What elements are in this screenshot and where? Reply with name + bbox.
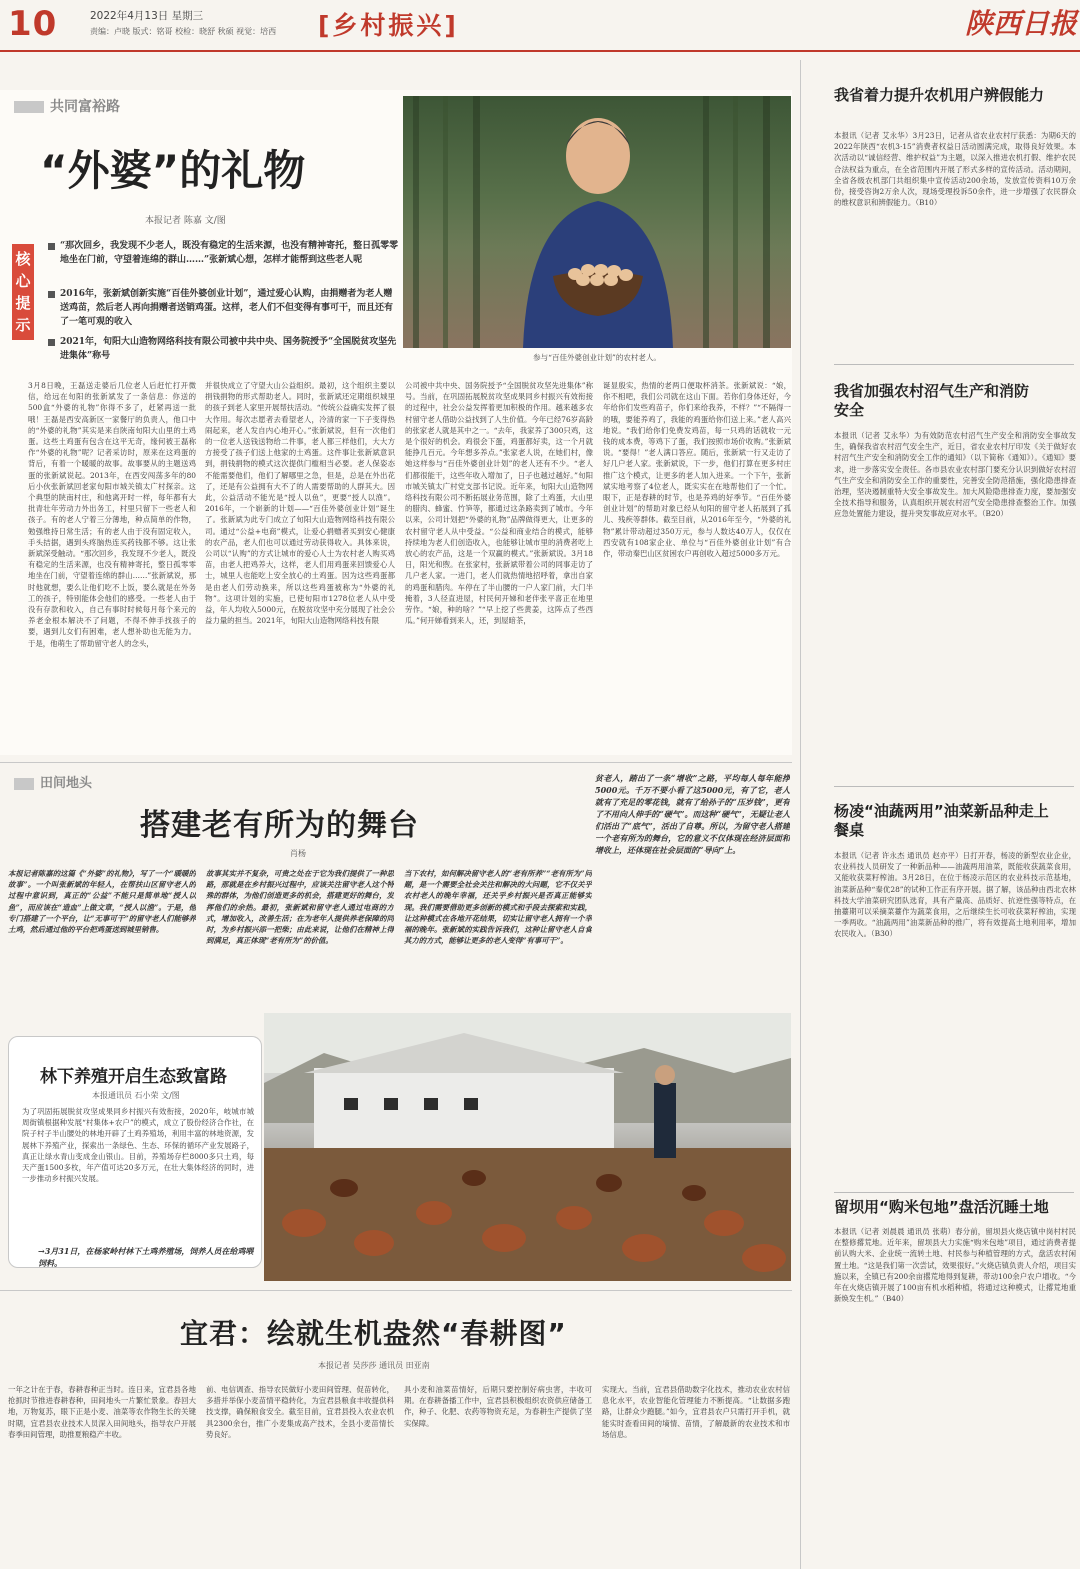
core-points-label: 核心提示 (12, 244, 34, 340)
section-title: [乡村振兴] (318, 11, 459, 40)
story-byline: 本报记者 吴莎莎 通讯员 田亚南 (318, 1361, 430, 1370)
article-column (598, 868, 790, 1008)
story-headline: 宜君：绘就生机盎然“春耕图” (180, 1317, 567, 1350)
news-divider (834, 786, 1074, 787)
article-column: 并很快成立了守望大山公益组织。最初，这个组织主要以捐钱捐物的形式帮助老人。同时，张新斌还定期组织城里的孩子到老人家里开展帮扶活动。“传统公益确实发挥了很大作用。每次志愿者去看望老人，冷清的家一下子变得热闹起来，老人发自内心地开心。”张新斌说，但有一次他们的一位老人送钱送物给二件事，老人都三样他们，大大方方接受了孩子们送上他家的土鸡蛋。这件事让张新斌意识到，捐钱捐物的模式这次提供门槛相当必要。老人保姿态不能需要他们，他们了解哪里之急，但是，总是在外出花了，还是有公益拥有大不了的人需要帮助的人群其大。因此，公益活动不能光是“授人以鱼”，更要“授人以渔”。2016年，一个崭新的计划——“百佳外婆创业计划”诞生了。张新斌为此专门成立了旬阳大山造物网络科技有限公司。通过“公益+电商”模式，让爱心捐赠者买到安心健康的农产品，老人们也可以通过劳动获得收入。具体来说，公司以“认购”的方式让城市的爱心人士为农村老人购买鸡苗，由老人把鸡养大，这样，老人们用鸡蛋来回馈爱心人士，城里人也能吃上安全放心的土鸡蛋。因为这些鸡蛋都是由老人们劳动换来，所以这些鸡蛋被称为“外婆的礼物”。这项计划的实施，已使旬阳市1278位老人从中受益，年人均收入5000元，在脱贫攻坚中充分展现了社会公益力量的担当。2021年，旬阳大山造物网络科技有限 (205, 381, 395, 626)
news-headline: 杨凌“油蔬两用”油菜新品种走上餐桌 (834, 802, 1049, 839)
editor-credits: 责编：卢晓 版式：铭哥 校检：晓舒 秋硕 视觉：培西 (90, 27, 277, 36)
article-column: 本报记者陈嘉的这篇《“外婆”的礼物》，写了一个“暖暖的故事”。一个叫张新斌的年轻人，在帮扶山区留守老人的过程中意识到，真正的“公益”不能只是简单地“授人以鱼”，而应该在“造血”上做文章，“授人以渔”。于是，他专门搭建了一个平台，让“无事可干”的留守老人们能够养土鸡，然后通过他的平台把鸡蛋送到城里销售。 (8, 869, 196, 935)
commentary-quote: 贫老人，踏出了一条“增收”之路，平均每人每年能挣5000元。千万不要小看了这5000元，有了它，老人就有了充足的零花钱，就有了给孙子的“压岁钱”，更有了不用向人伸手的“硬气”。而这种“硬气”，无疑让老人们活出了“底气”，活出了自尊。所以，为留守老人搭建一个老有所为的舞台，它的意义不仅体现在经济层面和增收上，还体现在社会层面的“导向”上。 (595, 773, 790, 855)
article-column: 3月8日晚，王磊送走婆后几位老人后赶忙打开微信，给远在旬阳的张新斌发了一条信息：你送的500盒“外婆的礼物”你得不多了，赶紧再送一批哦！王磊是西安高新区一家餐厅的负责人，他口中的“外婆的礼物”其实是来自陕南旬阳大山里的土鸡蛋。这些土鸡蛋有包含在这平无奇，缘何被王磊称作“外婆的礼物”呢？记者采访时，原来在这鸡蛋的背后，有着一个暖暖的故事。故事要从的主题送鸡蛋的张新斌说起。2013年，在西安闯荡多年的80后小伙张新斌回老家旬阳市城关镇太广村探亲。这个典型的陕南村庄，和他离开时一样，每年都有大批青壮年劳动力外出务工，村里只留下一些老人和孩子。有的老人宁着三分薄地，种点简单的作物，勉强维持日常生活；有的老人由于没有固定收入，手头拮据，遇到头疼脑热连买药钱都不够。这让张新斌深受触动。“那次回乡，我发现不少老人，既没有稳定的生活来源，也没有精神寄托，整日孤零零地坐在门前，守望着连绵的群山……”张新斌说，那时他就想，要么让他们吃不上饭，要么就是在外务工的孩子，特别能体会他们的感受。一些老人由于没有存款和收入，自己有事时时候每月每个来元的养老金根本解决不了问题，不得不伸手找孩子的要，遇到儿女们有困难，老人想补助也无能为力。于是，他萌生了帮助留守老人的念头， (28, 381, 196, 648)
story-headline: 林下养殖开启生态致富路 (40, 1067, 227, 1087)
news-divider (834, 1192, 1074, 1193)
photo-illustration (403, 96, 791, 348)
kicker-text: 田间地头 (40, 776, 93, 791)
news-divider (834, 364, 1074, 365)
article-column: 一年之计在于春，春耕春种正当时。连日来，宜君县各地抢抓时节推进春耕春种，田间地头一片繁忙景象。春回大地，万物复苏，眼下正是小麦、油菜等农作物生长的关键时期，宜君县农业技术人员深入田间地头，指导农户开展春季田间管理，助推夏粮稳产丰收。 (8, 1385, 196, 1439)
news-headline: 我省加强农村沼气生产和消防安全 (834, 382, 1030, 419)
newspaper-logo: 陕西日报 (965, 7, 1078, 40)
section-divider (0, 1290, 792, 1291)
column-divider (800, 60, 801, 1569)
article-column: 具小麦和油菜苗情好，后期只要控制好病虫害，丰收可期。在春耕备播工作中，宜君县积极组织农资供应储备工作，种子、化肥、农药等物资充足，为春耕生产提供了坚实保障。 (404, 1385, 592, 1428)
core-point: “那次回乡，我发现不少老人，既没有稳定的生活来源，也没有精神寄托，整日孤零零地坐在门前，守望着连绵的群山……”张新斌心想，怎样才能帮到这些老人呢 (60, 241, 399, 265)
article-column: 诞显殷实，热情的老两口便取杯消茶。张新斌说：“娘，你不相吧，我们公司就在这山下面。若你们身体还好，今年给你们发些鸡苗子，你们来给我养，不样？”“不隔得一的哦，要能养鸡了，我能的鸡蛋给你们送上来。”老人高兴地说。“我们给你们免费发鸡苗，每一只鸡的话就收一元钱的成本费，等鸡下了蛋，我们按照市场价收购。”张新斌说。“要得！”老人满口答应。随后，张新斌一行又走访了好几户老人家。张新斌说，下一步，他们打算在更多村庄推广这个模式，让更多的老人加入进来。一个下午，张新斌实地考察了4位老人，既实实在在地帮他们了一个忙。眼下，正是春耕的时节，也是养鸡的好季节。“百佳外婆创业计划”的帮助对象已经从旬阳的留守老人拓展到了孤儿、残疾等群体。截至目前，从2016年至今，“外婆的礼物”累计带动超过350万元，参与人数达40万人，仅仅在西安就有108家企业、单位与“百佳外婆创业计划”有合作，带动秦巴山区贫困农户再创收入超过5000多万元。 (603, 381, 791, 559)
story-byline: 肖杨 (290, 849, 306, 858)
kicker-bar (14, 101, 44, 113)
news-body: 本报讯（记者 艾永华）3月23日，记者从省农业农村厅获悉：为期6天的2022年陕西“农机3·15”消费者权益日活动圆满完成，取得良好效果。本次活动以“诚信经营、维护权益”为主题，以深入推进农机打假、维护农民合法权益为重点，在全省范围内开展了形式多样的宣传活动。活动期间，全省各级农机部门共组织集中宣传活动200余场，发放宣传资料10万余份，接受咨询2万余人次，现场受理投诉50余件，进一步增强了农民群众的维权意识和辨假能力。（B10） (834, 131, 1076, 208)
kicker-bar (14, 778, 34, 790)
article-column: 当下农村，如何解决留守老人的“老有所养”“老有所为”问题，是一个需要全社会关注和解决的大问题，它不仅关乎农村老人的晚年幸福，还关乎乡村振兴是否真正能够实现。我们需要借助更多创新的模式和手段去探索和实践，让这种模式在各地开花结果，切实让留守老人拥有一个幸福的晚年。张新斌的实践告诉我们，这种让留守老人自食其力的方式，能够让更多的老人变得“有事可干”。 (404, 869, 592, 946)
core-point: 2021年，旬阳大山造物网络科技有限公司被中共中央、国务院授予“全国脱贫攻坚先进集体”称号 (60, 335, 400, 363)
section-divider (0, 762, 792, 763)
article-body: 为了巩固拓展脱贫攻坚成果同乡村振兴有效衔接，2020年，岐城市城周街镇根据种发展“村集体+农户”的模式，成立了股份经济合作社，在院子村子半山腰处的林地开辟了土鸡养殖场，利用丰富的林地资源，发展林下养殖产业，探索出一条绿色、生态、环保的循环产业发展路子，真正让绿水青山变成金山银山。目前，养殖场存栏8000多只土鸡，每天产蛋1500多枚，年产值可达20多万元，在壮大集体经济的同时，进一步推动乡村振兴发展。 (22, 1107, 254, 1184)
news-headline: 我省着力提升农机用户辨假能力 (834, 86, 1045, 104)
story-kicker (14, 772, 92, 791)
story-kicker (14, 96, 120, 116)
kicker-text: 共同富裕路 (50, 99, 120, 115)
photo-caption: →3月31日，在杨家岭村林下土鸡养殖场，饲养人员在给鸡喂饲料。 (38, 1246, 254, 1268)
photo-caption: 参与“百佳外婆创业计划”的农村老人。 (533, 353, 661, 362)
story-byline: 本报记者 陈嘉 文/图 (145, 216, 226, 226)
story-headline: 搭建老有所为的舞台 (140, 808, 419, 843)
story-photo-chicken-farm (264, 1013, 791, 1281)
photo-illustration (264, 1013, 791, 1281)
story-photo-elderly-woman-with-eggs (403, 96, 791, 348)
story-headline: “外婆”的礼物 (40, 146, 306, 195)
news-body: 本报讯（记者 许永杰 通讯员 赵亦平）日打开春，杨凌的新型农业企业，农业科技人员研发了一种新品种——油蔬两用油菜，既能收获蔬菜食用，又能收获菜籽榨油。3月28日，在位于杨凌示范区的农业科技示范基地，油菜新品种“秦优28”的试种工作正有序开展。据了解，该品种由西北农林科技大学油菜研究团队选育，具有产量高、品质好、抗逆性强等特点，在抽薹期可以采摘菜薹作为蔬菜食用，之后继续生长可收获菜籽榨油，实现一季两收。“油蔬两用”油菜新品种的推广，将有效提高土地利用率，增加农民收入。（B30） (834, 851, 1076, 939)
article-column: 前、电信调查、指导农民做好小麦田间管理、促苗转化，多措并举保小麦苗情平稳转化，为宜君县粮食丰收提供科技支撑，确保粮食安全。截至目前，宜君县投入农业农机具2300余台，推广小麦集成高产技术，全县小麦苗情长势良好。 (206, 1385, 394, 1439)
article-column: 实现大。当前，宜君县借助数字化技术，推动农业农村信息化水平，农业智能化管理能力不断提高。“让数据多跑路，让群众少跑腿。”如今，宜君县农户只需打开手机，就能实时查看田间的墒情、苗情，了解最新的农业技术和市场信息。 (602, 1385, 790, 1439)
issue-date: 2022年4月13日 星期三 (90, 10, 204, 22)
core-points (12, 237, 402, 359)
page-number: 10 (8, 4, 58, 44)
news-body: 本报讯（记者 艾永华）为有效防范农村沼气生产安全和消防安全事故发生，确保我省农村沼气安全生产，近日，省农业农村厅印发《关于做好农村沼气生产安全和消防安全工作的通知》（以下简称《通知》）。《通知》要求，进一步落实安全责任。各市县农业农村部门要充分认识到做好农村沼气生产安全和消防安全工作的重要性，完善安全防范措施，强化隐患排查治理，坚决遏制重特大安全事故发生。加大风险隐患排查力度，要加强安全技术指导和服务，认真组织开展农村沼气安全隐患排查整治工作。加强应急处置能力建设，提升突发事故应对水平。（B20） (834, 431, 1076, 519)
story-byline: 本报通讯员 石小荣 文/图 (92, 1091, 180, 1100)
article-column: 公司被中共中央、国务院授予“全国脱贫攻坚先进集体”称号。当前，在巩固拓展脱贫攻坚成果同乡村振兴有效衔接的过程中，社会公益发挥着更加积极的作用。越来越多农村留守老人借助公益找到了人生价值。今年已经76岁高龄的张家老人就是其中之一。“去年，我家养了300只鸡，这是个很好的机会。鸡很会下蛋，鸡蛋都好卖，这一个月就能挣几百元。今年想多养点。”张家老人说，在她们村，像她这样参与“百佳外婆创业计划”的老人还有不少。“老人们都很能干，这些年收入增加了，日子也越过越好。”旬阳市城关镇太广村党支部书记说。近年来，旬阳大山造物网络科技有限公司不断拓展业务范围，除了土鸡蛋，大山里的腊肉、蜂蜜、竹笋等，都通过这条路卖到了城市。今年以来，公司计划把“外婆的礼物”品牌做得更大，让更多的农村留守老人从中受益。“公益和商业结合的模式，能够持续地为老人们创造收入，也能够让城市里的消费者吃上放心的农产品，这是一个双赢的模式。”张新斌说。3月18日，阳光和煦。在张家村，张新斌带着公司的同事走访了几户老人家。一进门，老人们就热情地招呼着，拿出自家的鸡蛋和腊肉。车停在了半山腰的一户人家门前，大门半掩着，3人径直进屋，村民何开娣和老伴张平喜正在地里劳作。“娘，种的啥？”“早上挖了些黄姜，这阵点了些西瓜。”何开娣看到来人，还，到屋暗茶， (405, 381, 593, 626)
news-headline: 留坝用“购米包地”盘活沉睡土地 (834, 1198, 1049, 1216)
core-point: 2016年，张新斌创新实施“百佳外婆创业计划”，通过爱心认购，由捐赠者为老人赠送鸡苗，然后老人再向捐赠者送销鸡蛋。这样，老人们不但变得有事可干，而且还有了一笔可观的收入 (60, 287, 400, 329)
article-column: 故事其实并不复杂，可贵之处在于它为我们提供了一种思路，那就是在乡村振兴过程中，应该关注留守老人这个特殊的群体，为他们创造更多的机会，搭建更好的舞台，发挥他们的余热。最初，张新斌和留守老人通过电商的方式，增加收入，改善生活；在为老年人提供养老保障的同时，为乡村振兴添一把柴；由此来说，让他们在精神上得到满足，真正体现“老有所为”的价值。 (206, 869, 394, 946)
news-body: 本报讯（记者 刘晨晨 通讯员 张萌）春分前，留坝县火烧店镇中岗村村民在整修撂荒地。近年来，留坝县大力实施“购米包地”项目，通过消费者提前认购大米、企业统一流转土地、村民参与种植管理的方式，盘活农村闲置土地。“这是我们第一次尝试，效果很好。”火烧店镇负责人介绍，项目实施以来，全镇已有200余亩撂荒地得到复耕，带动100余户农户增收。“今年在火烧店镇开展了100亩有机水稻种植，将通过这种模式，让撂荒地重新焕发生机。”（B40） (834, 1227, 1076, 1304)
